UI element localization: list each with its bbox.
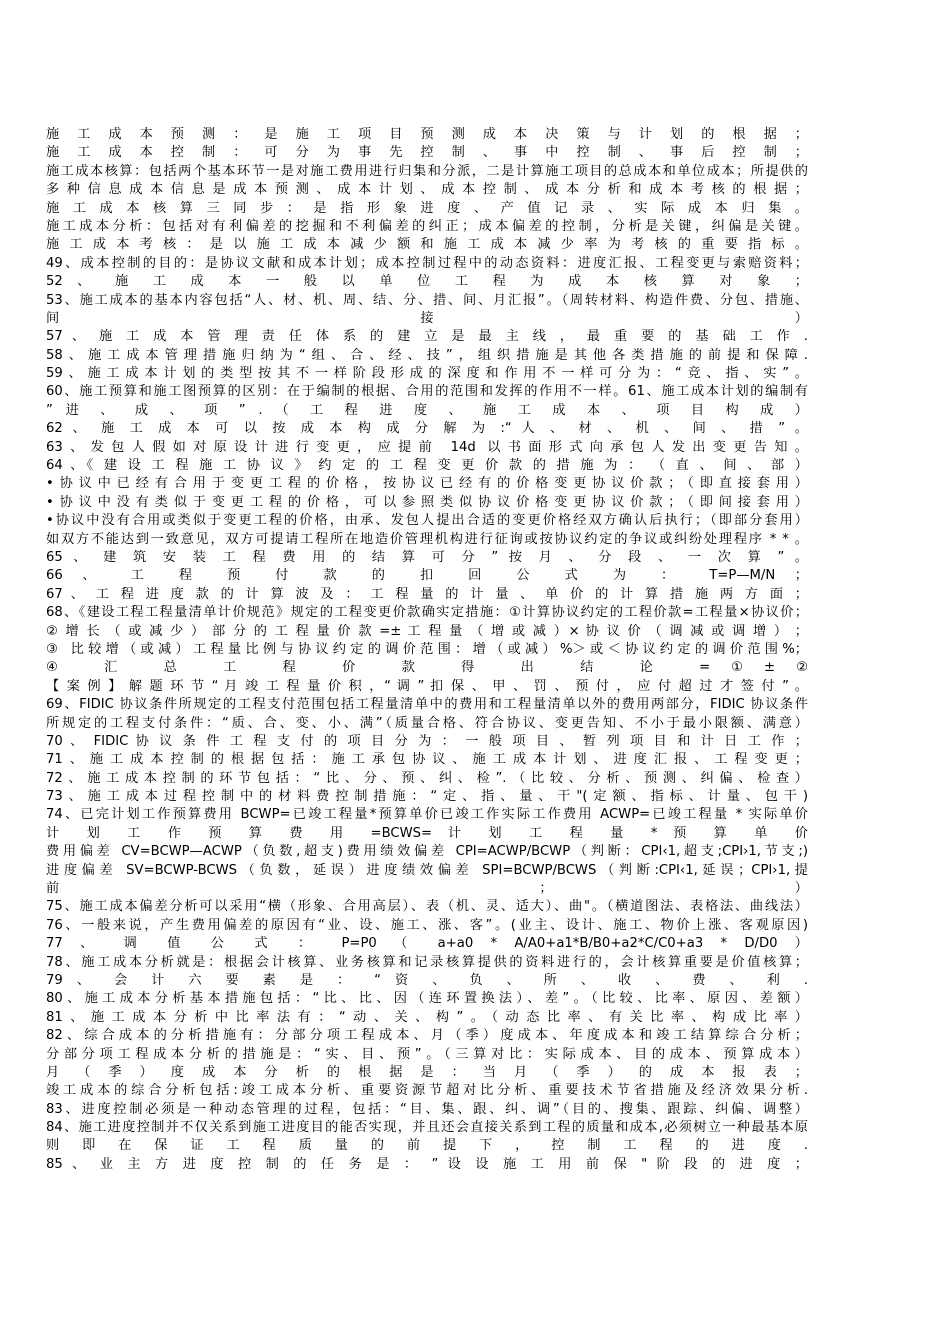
text-line: 施 工 成 本 控 制 ： 可 分 为 事 先 控 制 、 事 中 控 制 、 事 后 控 制 ； (46, 145, 808, 161)
text-line: 85 、 业 主 方 进 度 控 制 的 任 务 是 ： ” 设 设 施 工 用 前 保 " 阶 段 的 进 度 ； (46, 1156, 808, 1172)
text-line: 81、施工成本分析中比率法有：“动、关、构”。（动态比率、有关比率、构成比率） (46, 1009, 808, 1025)
text-line: 73、施工成本过程控制中的材料费控制措施：“定、指、量、干"(定额、指标、计量、包干) (46, 789, 808, 805)
text-line: 71、施工成本控制的根据包括：施工承包协议、施工成本计划、进度汇报、工程变更； (46, 752, 808, 768)
text-line: 施 工 成 本 核 算 三 同 步 ： 是 指 形 象 进 度 、 产 值 记 录 、 实 际 成 本 归 集 。 (46, 200, 808, 216)
text-line: 49、成本控制的目的：是协议文献和成本计划；成本控制过程中的动态资料：进度汇报、工程变更与索赔资料； (46, 255, 808, 271)
text-line: 间 接 ） (46, 310, 808, 326)
text-line: ” 进 、 成 、 项 ” . （ 工 程 进 度 、 施 工 成 本 、 项 目 构 成 ） (46, 402, 808, 418)
text-line: 62 、 施 工 成 本 可 以 按 成 本 构 成 分 解 为 :“ 人 、 材 、 机 、 间 、 措 ” 。 (46, 421, 808, 437)
text-line: 分部分项工程成本分析的措施是：“实、目、预”。（三算对比：实际成本、目的成本、预算成本） (46, 1046, 808, 1062)
text-line: ④ 汇 总 工 程 价 款 得 出 结 论 =①±② (46, 660, 808, 676)
text-line: •协议中已经有合用于变更工程的价格，按协议已经有的价格变更协议价款；（即直接套用） (46, 476, 808, 492)
text-line: 74、已完计划工作预算费用 BCWP=已竣工程量*预算单价已竣工作实际工作费用 ACWP=已竣工程量 * 实际单价 (46, 807, 808, 823)
text-line: 施工成本分析：包括对有利偏差的挖掘和不利偏差的纠正；成本偏差的控制，分析是关键，纠偏是关键。 (46, 218, 808, 234)
text-line: 前 ； ） (46, 881, 808, 897)
text-line: 64 、《 建 设 工 程 施 工 协 议 》 约 定 的 工 程 变 更 价 款 的 措 施 为 ： （ 直 、 间 、 部 ） (46, 458, 808, 474)
text-line: 施工成本核算：包括两个基本环节一是对施工费用进行归集和分派，二是计算施工项目的总成本和单位成本；所提供的 (46, 163, 808, 179)
document-page (46, 126, 808, 1174)
text-line: 75、施工成本偏差分析可以采用“横（形象、合用高层）、表（机、灵、适大）、曲"。（横道图法、表格法、曲线法） (46, 899, 808, 915)
text-line: 57 、 施 工 成 本 管 理 责 任 体 系 的 建 立 是 最 主 线 ， 最 重 要 的 基 础 工 作 . (46, 329, 808, 345)
text-line: 月 （ 季 ） 度 成 本 分 析 的 根 据 是 ： 当 月 （ 季 ） 的 成 本 报 表 ； (46, 1064, 808, 1080)
text-line: ③ 比较增（或减）工程量比例与协议约定的调价范围：增（或减）%＞或＜协议约定的调价范围%； (46, 641, 808, 657)
text-line: 52 、 施 工 成 本 一 般 以 单 位 工 程 为 成 本 核 算 对 象 ； (46, 274, 808, 290)
text-line: 78、施工成本分析就是：根据会计核算、业务核算和记录核算提供的资料进行的，会计核算重要是价值核算； (46, 954, 808, 970)
text-line: 58、施工成本管理措施归纳为“组、合、经、技”，组织措施是其他各类措施的前提和保障. (46, 347, 808, 363)
text-line: 如双方不能达到一致意见，双方可提请工程所在地造价管理机构进行征询或按协议约定的争议或纠纷处理程序 * * 。 (46, 531, 808, 547)
text-line: 76、一般来说，产生费用偏差的原因有“业、设、施工、涨、客”。(业主、设计、施工、物价上涨、客观原因) (46, 917, 808, 933)
text-line: 66 、 工 程 预 付 款 的 扣 回 公 式 为 ： T=P—M/N ； (46, 568, 808, 584)
text-line: 70 、 FIDIC 协 议 条 件 工 程 支 付 的 项 目 分 为 ： 一 般 项 目 、 暂 列 项 目 和 计 日 工 作 ； (46, 733, 808, 749)
text-line: •协议中没有合用或类似于变更工程的价格，由承、发包人提出合适的变更价格经双方确认后执行；（即部分套用） (46, 513, 808, 529)
text-line: 68、《建设工程工程量清单计价规范》规定的工程变更价款确实定措施：①计算协议约定的工程价款=工程量×协议价； (46, 605, 808, 621)
text-line: •协议中没有类似于变更工程的价格，可以参照类似协议价格变更协议价款；（即间接套用） (46, 494, 808, 510)
text-line: 63、发包人假如对原设计进行变更，应提前 14d 以书面形式向承包人发出变更告知。 (46, 439, 808, 455)
text-line: 费用偏差 CV=BCWP—ACWP（负数,超支)费用绩效偏差 CPI=ACWP/BCWP（判断：CPI‹1,超支;CPI›1,节支;) (46, 844, 808, 860)
text-line: 65 、 建 筑 安 装 工 程 费 用 的 结 算 可 分 ” 按 月 、 分 段 、 一 次 算 ” 。 (46, 549, 808, 565)
text-line: 80、施工成本分析基本措施包括：“比、比、因（连环置换法）、差”。（比较、比率、原因、差额） (46, 991, 808, 1007)
text-line: 施 工 成 本 预 测 ： 是 施 工 项 目 预 测 成 本 决 策 与 计 划 的 根 据 ； (46, 127, 808, 142)
text-line: 计 划 工 作 预 算 费 用 =BCWS= 计 划 工 程 量 * 预 算 单 价 (46, 825, 808, 841)
text-line: 进度偏差 SV=BCWP-BCWS（负数，延误）进度绩效偏差 SPI=BCWP/BCWS（判断:CPI‹1,延误；CPI›1,提 (46, 862, 808, 878)
text-line: 84、施工进度控制并不仅关系到施工进度目的能否实现，并且还会直接关系到工程的质量和成本,必须树立一种最基本原 (46, 1120, 808, 1136)
text-line: 77 、 调 值 公 式 ： P=P0 （ a+a0 * A/A0+a1*B/B0+a2*C/C0+a3 * D/D0 ） (46, 936, 808, 952)
text-line: 69、FIDIC 协议条件所规定的工程支付范围包括工程量清单中的费用和工程量清单以外的费用两部分，FIDIC 协议条件 (46, 697, 808, 713)
text-line: 60、施工预算和施工图预算的区别：在于编制的根据、合用的范围和发挥的作用不一样。61、施工成本计划的编制有 (46, 384, 808, 400)
text-line: 82、综合成本的分析措施有：分部分项工程成本、月（季）度成本、年度成本和竣工结算综合分析； (46, 1028, 808, 1044)
text-line: 83、进度控制必须是一种动态管理的过程，包括：“目、集、跟、纠、调”（目的、搜集、跟踪、纠偏、调整） (46, 1101, 808, 1117)
text-line: 59、施工成本计划的类型按其不一样阶段形成的深度和作用不一样可分为：“竞、指、实”。 (46, 366, 808, 382)
text-line: 79 、 会 计 六 要 素 是 ： “ 资 、 负 、 所 、 收 、 费 、 利 . (46, 972, 808, 988)
text-line: 72、施工成本控制的环节包括：“比、分、预、纠、检”.（比较、分析、预测、纠偏、检查） (46, 770, 808, 786)
text-line: 竣工成本的综合分析包括:竣工成本分析、重要资源节超对比分析、重要技术节省措施及经济效果分析. (46, 1083, 808, 1099)
text-line: 【 案 例 】 解 题 环 节 “ 月 竣 工 程 量 价 积 ，“ 调 ” 扣 保 、 甲 、 罚 、 预 付 ， 应 付 超 过 才 签 付 ” 。 (46, 678, 808, 694)
text-line: 所规定的工程支付条件：“质、合、变、小、满”（质量合格、符合协议、变更告知、不小于最小限额、满意） (46, 715, 808, 731)
text-line: 多种信息成本信息是成本预测、成本计划、成本控制、成本分析和成本考核的根据； (46, 182, 808, 198)
text-line: 53、施工成本的基本内容包括“人、材、机、周、结、分、措、间、月汇报”。（周转材料、构造件费、分包、措施、 (46, 292, 808, 308)
text-line: 67 、 工 程 进 度 款 的 计 算 波 及 ： 工 程 量 的 计 量 、 单 价 的 计 算 措 施 两 方 面 ； (46, 586, 808, 602)
text-line: 施 工 成 本 考 核 ： 是 以 施 工 成 本 减 少 额 和 施 工 成 本 减 少 率 为 考 核 的 重 要 指 标 。 (46, 237, 808, 253)
text-line: 则 即 在 保 证 工 程 质 量 的 前 提 下 ， 控 制 工 程 的 进 度 . (46, 1138, 808, 1154)
text-line: ② 增 长 （ 或 减 少 ） 部 分 的 工 程 量 价 款 =± 工 程 量 （ 增 或 减 ）× 协 议 价 （ 调 减 或 调 增 ） ； (46, 623, 808, 639)
